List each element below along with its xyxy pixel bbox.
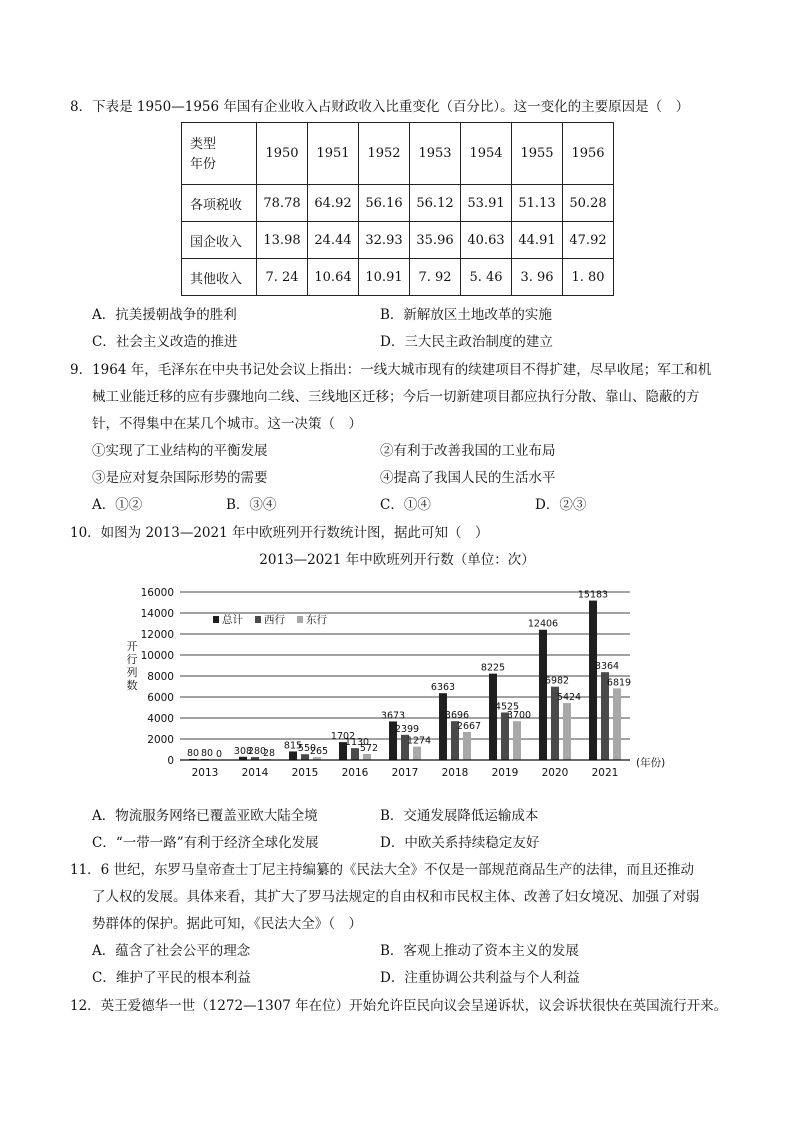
- bar-2021-2: [613, 688, 621, 760]
- question-11-options-row-2: [92, 965, 712, 992]
- x-tick-label: 2021: [591, 767, 619, 779]
- option-b[interactable]: B．③④: [226, 497, 277, 513]
- y-axis-label: 列: [126, 666, 138, 679]
- x-tick-label: 2016: [341, 767, 369, 779]
- table-cell: 1. 80: [563, 259, 614, 296]
- question-8-options-row-2: [92, 329, 712, 356]
- data-label: 6363: [430, 682, 456, 694]
- statement-item: ①实现了工业结构的平衡发展: [92, 443, 268, 459]
- question-8-stem: 8．下表是 1950—1956 年国有企业收入占财政收入比重变化（百分比）。这一变化的主要原因是（ ）: [70, 99, 690, 115]
- table-row: [182, 259, 614, 296]
- question-8-options-row-1: [92, 302, 712, 329]
- question-9: [70, 357, 730, 438]
- option-d[interactable]: D．注重协调公共利益与个人利益: [380, 970, 580, 986]
- year-header: 1954: [461, 123, 512, 185]
- y-axis-label: 行: [126, 653, 138, 666]
- y-tick-label: 14000: [140, 608, 174, 620]
- table-cell: 47.92: [563, 222, 614, 259]
- bar-2020-0: [539, 630, 547, 760]
- bar-2019-0: [489, 674, 497, 760]
- option-a[interactable]: A．物流服务网络已覆盖亚欧大陆全境: [92, 808, 318, 824]
- table-cell: 3. 96: [512, 259, 563, 296]
- x-tick-label: 2014: [241, 767, 269, 779]
- legend-label: 西行: [264, 614, 285, 626]
- china-europe-train-chart: [118, 578, 678, 783]
- question-9-line: 针，不得集中在某几个城市。这一决策（ ）: [92, 416, 362, 432]
- data-label: 80: [186, 748, 200, 759]
- data-label: 12406: [527, 618, 559, 630]
- statement-item: ②有利于改善我国的工业布局: [380, 443, 556, 459]
- question-10-stem: 10．如图为 2013—2021 年中欧班列开行数统计图，据此可知（ ）: [70, 525, 489, 541]
- table-cell: 7. 92: [410, 259, 461, 296]
- option-a[interactable]: A．抗美援朝战争的胜利: [92, 307, 237, 323]
- option-a[interactable]: A．①②: [92, 497, 143, 513]
- y-tick-label: 4000: [147, 713, 174, 725]
- data-label: 1130: [344, 737, 370, 749]
- question-11-line: 了人权的发展。具体来看，其扩大了罗马法规定的自由权和市民权主体、改善了妇女境况、加强了对弱: [92, 889, 700, 905]
- question-9-line: 械工业能迁移的应有步骤地向二线、三线地区迁移；今后一切新建项目都应执行分散、靠山、隐蔽的方: [92, 389, 700, 405]
- option-c[interactable]: C．维护了平民的根本利益: [92, 970, 251, 986]
- data-label: 308: [233, 745, 253, 757]
- legend-label: 总计: [222, 614, 243, 626]
- x-tick-label: 2017: [391, 767, 419, 779]
- year-header: 1950: [257, 123, 308, 185]
- table-row: [182, 222, 614, 259]
- question-10: [70, 520, 730, 547]
- data-label: 572: [359, 742, 379, 754]
- bar-2015-0: [289, 751, 297, 760]
- question-11: [70, 857, 730, 938]
- y-tick-label: 0: [167, 755, 174, 767]
- data-label: 2399: [394, 723, 420, 735]
- option-b[interactable]: B．客观上推动了资本主义的发展: [380, 943, 579, 959]
- question-8: [70, 94, 730, 121]
- option-b[interactable]: B．新解放区土地改革的实施: [380, 307, 552, 323]
- table-cell: 35.96: [410, 222, 461, 259]
- bar-2015-1: [301, 754, 309, 760]
- data-label: 5424: [556, 692, 582, 704]
- table-cell: 64.92: [308, 185, 359, 222]
- table-cell: 50.28: [563, 185, 614, 222]
- data-label: 265: [309, 746, 329, 758]
- data-label: 28: [262, 748, 276, 759]
- table-cell: 53.91: [461, 185, 512, 222]
- statement-item: ④提高了我国人民的生活水平: [380, 470, 556, 486]
- data-label: 3700: [506, 710, 532, 722]
- question-10-options-row-2: [92, 830, 712, 857]
- data-label: 3696: [444, 710, 470, 722]
- chart-title: 2013—2021 年中欧班列开行数（单位：次）: [259, 552, 535, 568]
- table-cell: 40.63: [461, 222, 512, 259]
- row-label: 国企收入: [182, 222, 257, 259]
- bar-2017-2: [413, 747, 421, 760]
- bar-2016-2: [363, 754, 371, 760]
- option-c[interactable]: C．社会主义改造的推进: [92, 334, 238, 350]
- y-tick-label: 2000: [147, 734, 174, 746]
- table-cell: 7. 24: [257, 259, 308, 296]
- data-label: 2667: [456, 720, 482, 732]
- option-c[interactable]: C．“一带一路”有利于经济全球化发展: [92, 835, 319, 851]
- question-9-options-row: [92, 492, 712, 519]
- table-cell: 32.93: [359, 222, 410, 259]
- question-12-stem: 12．英王爱德华一世（1272—1307 年在位）开始允许臣民向议会呈递诉状，议会诉状很快在英国流行开来。: [70, 998, 728, 1014]
- bar-2019-2: [513, 721, 521, 760]
- table-cell: 51.13: [512, 185, 563, 222]
- table-cell: 44.91: [512, 222, 563, 259]
- bar-2021-0: [589, 601, 597, 760]
- header-type-label: 类型: [190, 136, 217, 152]
- statement-item: ③是应对复杂国际形势的需要: [92, 470, 268, 486]
- option-d[interactable]: D．中欧关系持续稳定友好: [380, 835, 540, 851]
- row-label: 各项税收: [182, 185, 257, 222]
- x-axis-label: (年份): [636, 757, 666, 769]
- data-label: 15183: [577, 589, 609, 601]
- x-tick-label: 2020: [541, 767, 569, 779]
- bar-2018-2: [463, 732, 471, 760]
- option-a[interactable]: A．蕴含了社会公平的理念: [92, 943, 251, 959]
- table-cell: 10.64: [308, 259, 359, 296]
- data-label: 3673: [380, 710, 406, 722]
- question-11-line: 势群体的保护。据此可知，《民法大全》（ ）: [92, 916, 362, 932]
- year-header: 1955: [512, 123, 563, 185]
- option-c[interactable]: C．①④: [380, 497, 431, 513]
- question-11-line: 11．6 世纪，东罗马皇帝查士丁尼主持编纂的《民法大全》不仅是一部规范商品生产的法律，而且还推动: [70, 862, 695, 878]
- legend-label: 东行: [306, 614, 327, 626]
- question-12: [70, 993, 730, 1020]
- year-header: 1956: [563, 123, 614, 185]
- y-tick-label: 8000: [147, 671, 174, 683]
- question-9-items-row-2: [92, 465, 712, 492]
- table-cell: 56.16: [359, 185, 410, 222]
- year-header: 1953: [410, 123, 461, 185]
- table-cell: 10.91: [359, 259, 410, 296]
- fiscal-revenue-table: [181, 122, 614, 296]
- data-label: 8225: [480, 662, 506, 674]
- y-tick-label: 12000: [140, 629, 174, 641]
- y-axis-label: 开: [126, 640, 138, 653]
- year-header: 1951: [308, 123, 359, 185]
- bar-2020-2: [563, 703, 571, 760]
- question-10-options-row-1: [92, 803, 712, 830]
- x-tick-label: 2015: [291, 767, 319, 779]
- legend-swatch: [213, 616, 219, 623]
- data-label: 550: [297, 743, 317, 755]
- header-year-label: 年份: [190, 156, 217, 172]
- table-cell: 56.12: [410, 185, 461, 222]
- x-tick-label: 2013: [191, 767, 219, 779]
- option-b[interactable]: B．交通发展降低运输成本: [380, 808, 539, 824]
- x-tick-label: 2018: [441, 767, 469, 779]
- data-label: 1702: [330, 731, 356, 743]
- y-tick-label: 10000: [140, 650, 174, 662]
- data-label: 1274: [406, 735, 432, 747]
- question-9-items-row-1: [92, 438, 712, 465]
- legend-swatch: [297, 616, 303, 623]
- year-header: 1952: [359, 123, 410, 185]
- bar-2016-1: [351, 748, 359, 760]
- table-row: [182, 185, 614, 222]
- data-label: 8364: [594, 661, 620, 673]
- data-label: 4525: [494, 701, 520, 713]
- x-tick-label: 2019: [491, 767, 519, 779]
- data-label: 6819: [606, 677, 632, 689]
- data-label: 0: [215, 749, 223, 760]
- data-label: 6982: [544, 675, 570, 687]
- table-corner-header: [182, 123, 257, 185]
- table-cell: 24.44: [308, 222, 359, 259]
- y-tick-label: 6000: [147, 692, 174, 704]
- data-label: 280: [247, 746, 267, 758]
- question-11-options-row-1: [92, 938, 712, 965]
- table-cell: 5. 46: [461, 259, 512, 296]
- table-cell: 13.98: [257, 222, 308, 259]
- data-label: 80: [200, 748, 214, 759]
- option-d[interactable]: D．三大民主政治制度的建立: [380, 334, 553, 350]
- table-cell: 78.78: [257, 185, 308, 222]
- option-d[interactable]: D．②③: [535, 497, 587, 513]
- y-tick-label: 16000: [140, 587, 174, 599]
- question-9-line: 9．1964 年，毛泽东在中央书记处会议上指出：一线大城市现有的续建项目不得扩建，尽早收尾；军工和机: [70, 362, 712, 378]
- table-header-row: [182, 123, 614, 185]
- legend-swatch: [255, 616, 261, 623]
- row-label: 其他收入: [182, 259, 257, 296]
- data-label: 815: [283, 740, 303, 752]
- y-axis-label: 数: [126, 679, 138, 692]
- bar-2018-0: [439, 693, 447, 760]
